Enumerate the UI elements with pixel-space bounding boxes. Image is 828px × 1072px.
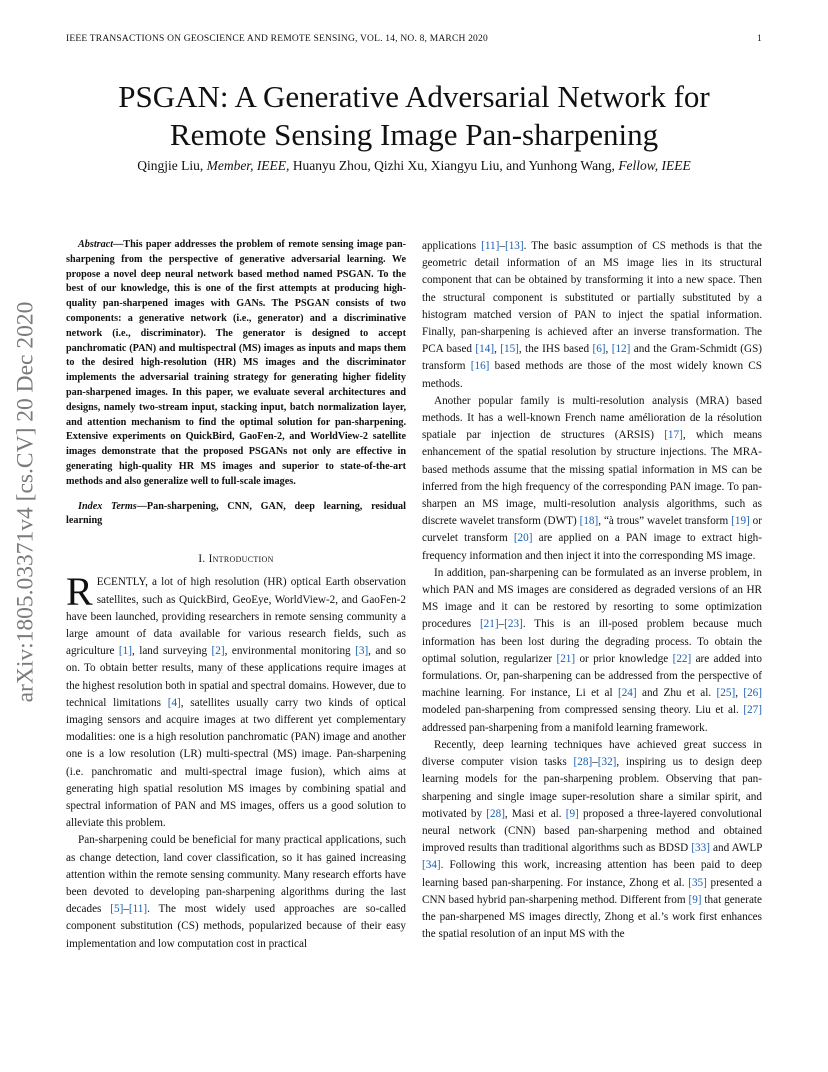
text-run: . The basic assumption of CS methods is that the geometric detail information of an MS image lies in its structural component that can be obtained by transforming it into a new space. Then the structural component is substituted or partially substituted by a histogram matched version of PAN to inject the spatial information. Finally, pan-sharpening is achieved after an inverse transformation. The PCA based	[422, 240, 763, 356]
text-run: addressed pan-sharpening from a manifold learning framework.	[422, 721, 708, 734]
abstract	[66, 238, 406, 490]
text-run: In addition, pan-sharpening can be formulated as an inverse problem, in which PAN and MS images are considered as degraded versions of an HR MS image and it can be restored by resorting to some optimization procedures	[422, 566, 762, 631]
citation-link[interactable]: [28]	[573, 756, 593, 769]
text-run: , and so on. To obtain better results, many of these applications require images at the highest resolution both in spatial and spectral domains. However, due to technical limitations	[66, 645, 406, 709]
citation-link[interactable]: [9]	[565, 807, 579, 820]
text-run: –	[123, 903, 129, 916]
text-run: ,	[735, 687, 744, 700]
text-run: and AWLP	[709, 842, 762, 855]
text-run: Recently, deep learning techniques have achieved great success in diverse computer vision tasks	[422, 738, 762, 769]
text-run: are applied on a PAN image to extract high-frequency information and then inject it into the corresponding MS image.	[422, 532, 762, 562]
text-run: or curvelet transform	[422, 515, 762, 545]
citation-link[interactable]: [16]	[470, 360, 490, 373]
text-run: , “à trous” wavelet transform	[598, 515, 732, 528]
citation-link[interactable]: [33]	[691, 842, 710, 855]
author-1-role: Member, IEEE,	[206, 158, 290, 173]
authors-rest: Huanyu Zhou, Qizhi Xu, Xiangyu Liu, and Yunhong Wang,	[289, 158, 619, 173]
citation-link[interactable]: [6]	[592, 343, 606, 356]
section-title: Introduction	[208, 553, 274, 566]
text-run: . This is an ill-posed problem because much information has been lost during the degrading process. To obtain the optimal solution, regularizer	[422, 618, 762, 665]
citation-link[interactable]: [11]	[481, 240, 500, 252]
citation-link[interactable]: [9]	[688, 893, 702, 906]
text-run: –	[592, 756, 598, 769]
citation-link[interactable]: [35]	[688, 876, 707, 889]
title-line-2: Remote Sensing Image Pan-sharpening	[169, 117, 659, 152]
citation-link[interactable]: [15]	[500, 343, 519, 356]
left-column	[66, 238, 406, 953]
text-run: Pan-sharpening could be beneficial for many practical applications, such as change detection, land cover classification, so it has gained increasing attention within the remote sensing community. Many research efforts have been devoted to developing pan-sharpening algorithms during the last decades	[66, 834, 406, 916]
right-paragraph-3	[422, 565, 762, 737]
author-list	[40, 158, 788, 174]
citation-link[interactable]: [22]	[672, 652, 692, 665]
text-run: that generate the pan-sharpened MS images directly, Zhong et al.’s work first enhances the spatial resolution of an input MS with the	[422, 893, 762, 941]
abstract-text: —This paper addresses the problem of remote sensing image pan-sharpening from the perspective of generative adversarial learning. We propose a novel deep neural network based method named PSGAN. To the best of our knowledge, this is one of the first attempts at producing high-quality pan-sharpened images with GANs. The PSGAN consists of two components: a generative network (i.e., generator) and a discriminative network (i.e., discriminator). The generator is designed to accept panchromatic (PAN) and multispectral (MS) images as inputs and maps them to the desired high-resolution (HR) MS images and the discriminator implements the adversarial training strategy for generating higher fidelity pan-sharpened images. In this paper, we evaluate several architectures and designs, namely two-stream input, stacking input, batch normalization layer, and attention mechanism to find the optimal solution for pan-sharpening. Extensive experiments on QuickBird, GaoFen-2, and WorldView-2 satellite images demonstrate that the proposed PSGANs not only are effective in generating high-quality HR MS images and superior to state-of-the-art methods and also generalize well to full-scale images.	[66, 239, 406, 487]
text-run: –	[498, 618, 505, 631]
abstract-label: Abstract	[78, 239, 114, 250]
text-run: presented a CNN based hybrid pan-sharpening method. Different from	[422, 876, 762, 906]
citation-link[interactable]: [5]	[110, 903, 124, 916]
citation-link[interactable]: [17]	[664, 429, 683, 442]
citation-link[interactable]: [2]	[211, 645, 225, 658]
right-column	[422, 238, 762, 943]
author-last-role: Fellow, IEEE	[618, 158, 691, 173]
citation-link[interactable]: [28]	[486, 807, 505, 820]
citation-link[interactable]: [21]	[479, 618, 499, 631]
text-run: and the Gram-Schmidt (GS) transform	[422, 343, 763, 373]
paper-title	[40, 78, 788, 154]
text-run: based methods are those of the most widely known CS methods.	[422, 360, 762, 390]
text-run: , satellites usually carry two kinds of optical imaging sensors and acquire images at two different yet complementary modalities: one is a high resolution panchromatic (PAN) image and another one is a low resolution (LR) multi-spectral (MS) image. Pan-sharpening (i.e. panchromatic and multi-spectral image fusion), which aims at generating high spatial resolution MS images by combining spatial and spectral information of PAN and MS images, offers us a good solution to alleviate this problem.	[66, 696, 406, 830]
citation-link[interactable]: [14]	[475, 343, 495, 356]
citation-link[interactable]: [34]	[422, 859, 441, 872]
text-run: . Following this work, increasing attention has been paid to deep learning based pan-sharpening. For instance, Zhong et al.	[422, 859, 762, 889]
citation-link[interactable]: [1]	[118, 645, 132, 658]
running-header	[66, 34, 762, 48]
text-run: or prior knowledge	[575, 652, 673, 665]
text-run: , inspiring us to design deep learning models for the pan-sharpening problem. Observing that pan-sharpening and single image super-resolution share a similar spirit, and motivated by	[422, 756, 763, 820]
index-terms-label: Index Terms	[78, 500, 137, 512]
text-run: –	[499, 240, 505, 252]
text-run: , which means enhancement of the spatial resolution by structure injections. The MRA-based methods assume that the missing spatial information in MS can be inferred from the high frequency of the corresponding PAN image. To pan-sharpen an MS image, multi-resolution analysis algorithms, such as discrete wavelet transform (DWT)	[422, 429, 762, 528]
journal-name: IEEE TRANSACTIONS ON GEOSCIENCE AND REMOTE SENSING, VOL. 14, NO. 8, MARCH 2020	[66, 34, 488, 44]
citation-link[interactable]: [3]	[355, 645, 369, 658]
citation-link[interactable]: [4]	[167, 696, 181, 709]
text-run: and Zhu et al.	[636, 687, 717, 700]
citation-link[interactable]: [19]	[731, 515, 750, 528]
right-paragraph-2	[422, 393, 762, 565]
text-run: ECENTLY, a lot of high resolution (HR) optical Earth observation satellites, such as QuickBird, GeoEye, WorldView-2, and GaoFen-2 have been launched, providing researchers in remote sensing community a large amount of data available for various research fields, such as agriculture	[66, 576, 406, 658]
text-run: , land surveying	[131, 645, 212, 658]
section-numeral: I.	[198, 553, 209, 566]
text-run: . The most widely used approaches are so-called component substitution (CS) methods, popularized because of their easy implementation and low computation cost in practical	[66, 903, 407, 950]
text-run: are added into formulations. Or, pan-sharpening can be addressed from the perspective of machine learning. For instance, Li et al	[422, 652, 762, 700]
citation-link[interactable]: [26]	[743, 687, 762, 700]
text-run: proposed a three-layered convolutional neural network (CNN) based pan-sharpening method and obtained improved results than traditional algorithms such as BDSD	[422, 807, 762, 855]
citation-link[interactable]: [13]	[504, 240, 524, 252]
page-number: 1	[757, 34, 762, 44]
citation-link[interactable]: [20]	[513, 532, 533, 545]
intro-paragraph-1	[66, 569, 406, 832]
text-run: Another popular family is multi-resolution analysis (MRA) based methods. It has a well-known French name amélioration de la résolution spatiale par injection de structures (ARSIS)	[422, 394, 762, 442]
citation-link[interactable]: [21]	[556, 652, 576, 665]
citation-link[interactable]: [25]	[716, 687, 736, 700]
citation-link[interactable]: [24]	[617, 687, 637, 700]
citation-link[interactable]: [27]	[743, 704, 762, 717]
drop-cap: R	[66, 569, 93, 615]
text-run: , environmental monitoring	[224, 645, 356, 658]
section-heading-introduction	[66, 551, 406, 568]
citation-link[interactable]: [11]	[128, 903, 148, 916]
citation-link[interactable]: [18]	[579, 515, 599, 528]
arxiv-id: arXiv:1805.03371v4 [cs.CV] 20 Dec 2020	[12, 301, 39, 703]
title-line-1: PSGAN: A Generative Adversarial Network for	[118, 79, 710, 114]
text-run: ,	[494, 343, 501, 356]
citation-link[interactable]: [12]	[611, 343, 631, 356]
text-run: , Masi et al.	[504, 807, 566, 820]
text-run: modeled pan-sharpening from compressed sensing theory. Liu et al.	[422, 704, 744, 717]
intro-paragraph-2	[66, 832, 406, 952]
index-terms	[66, 500, 406, 530]
author-1: Qingjie Liu,	[137, 158, 207, 173]
citation-link[interactable]: [23]	[504, 618, 523, 631]
text-run: applications	[422, 240, 482, 252]
index-terms-text: —Pan-sharpening, CNN, GAN, deep learning, residual learning	[66, 500, 406, 527]
right-paragraph-1	[422, 238, 762, 393]
text-run: , the IHS based	[518, 343, 593, 356]
text-run: ,	[605, 343, 612, 356]
arxiv-stamp	[12, 282, 40, 722]
right-paragraph-4	[422, 737, 762, 943]
citation-link[interactable]: [32]	[597, 756, 617, 769]
